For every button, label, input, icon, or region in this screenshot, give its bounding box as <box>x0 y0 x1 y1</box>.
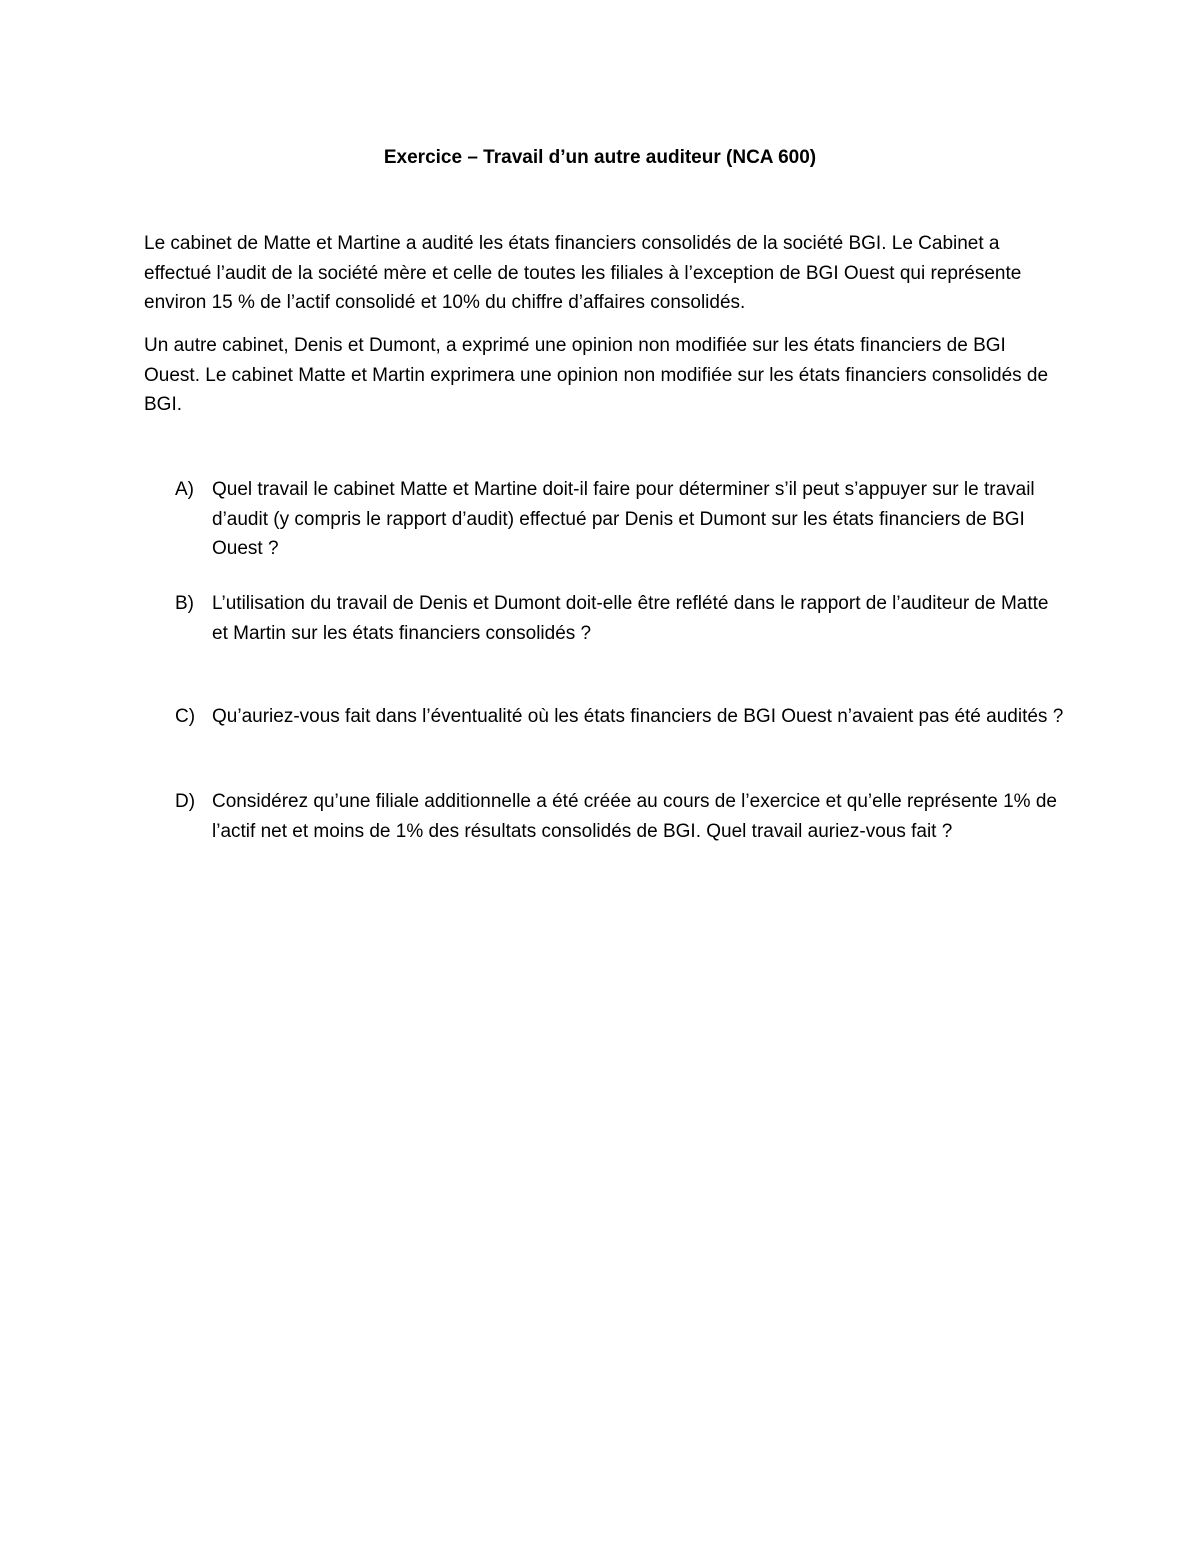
context-paragraph: Un autre cabinet, Denis et Dumont, a exprimé une opinion non modifiée sur les états financiers de BGI Ouest. Le cabinet Matte et Martin exprimera une opinion non modifiée sur les états financiers consolidés de BGI. <box>144 335 1049 415</box>
question-text: Considérez qu’une filiale additionnelle a été créée au cours de l’exercice et qu’elle représente 1% de l’actif net et moins de 1% des résultats consolidés de BGI. Quel travail auriez-vous fait ? <box>212 791 1057 842</box>
intro-paragraph: Le cabinet de Matte et Martine a audité les états financiers consolidés de la société BGI. Le Cabinet a effectué l’audit de la société mère et celle de toutes les filiales à l’exception de BGI Ouest qui représente environ 15 % de l’actif consolidé et 10% du chiffre d’affaires consolidés. <box>144 233 1022 313</box>
question-letter: A) <box>175 479 194 500</box>
question-letter: D) <box>175 791 196 812</box>
question-text: L’utilisation du travail de Denis et Dumont doit-elle être reflété dans le rapport de l’auditeur de Matte et Martin sur les états financiers consolidés ? <box>212 593 1049 644</box>
question-a <box>175 475 1065 564</box>
question-c <box>175 702 1065 732</box>
question-text: Quel travail le cabinet Matte et Martine doit-il faire pour déterminer s’il peut s’appuyer sur le travail d’audit (y compris le rapport d’audit) effectué par Denis et Dumont sur les états financiers de BGI Ouest ? <box>212 479 1035 559</box>
question-letter: B) <box>175 593 194 614</box>
question-b <box>175 589 1065 648</box>
question-letter: C) <box>175 706 196 727</box>
document-title: Exercice – Travail d’un autre auditeur (NCA 600) <box>383 147 817 168</box>
question-d <box>175 787 1065 846</box>
question-text: Qu’auriez-vous fait dans l’éventualité où les états financiers de BGI Ouest n’avaient pas été audités ? <box>212 706 1064 727</box>
